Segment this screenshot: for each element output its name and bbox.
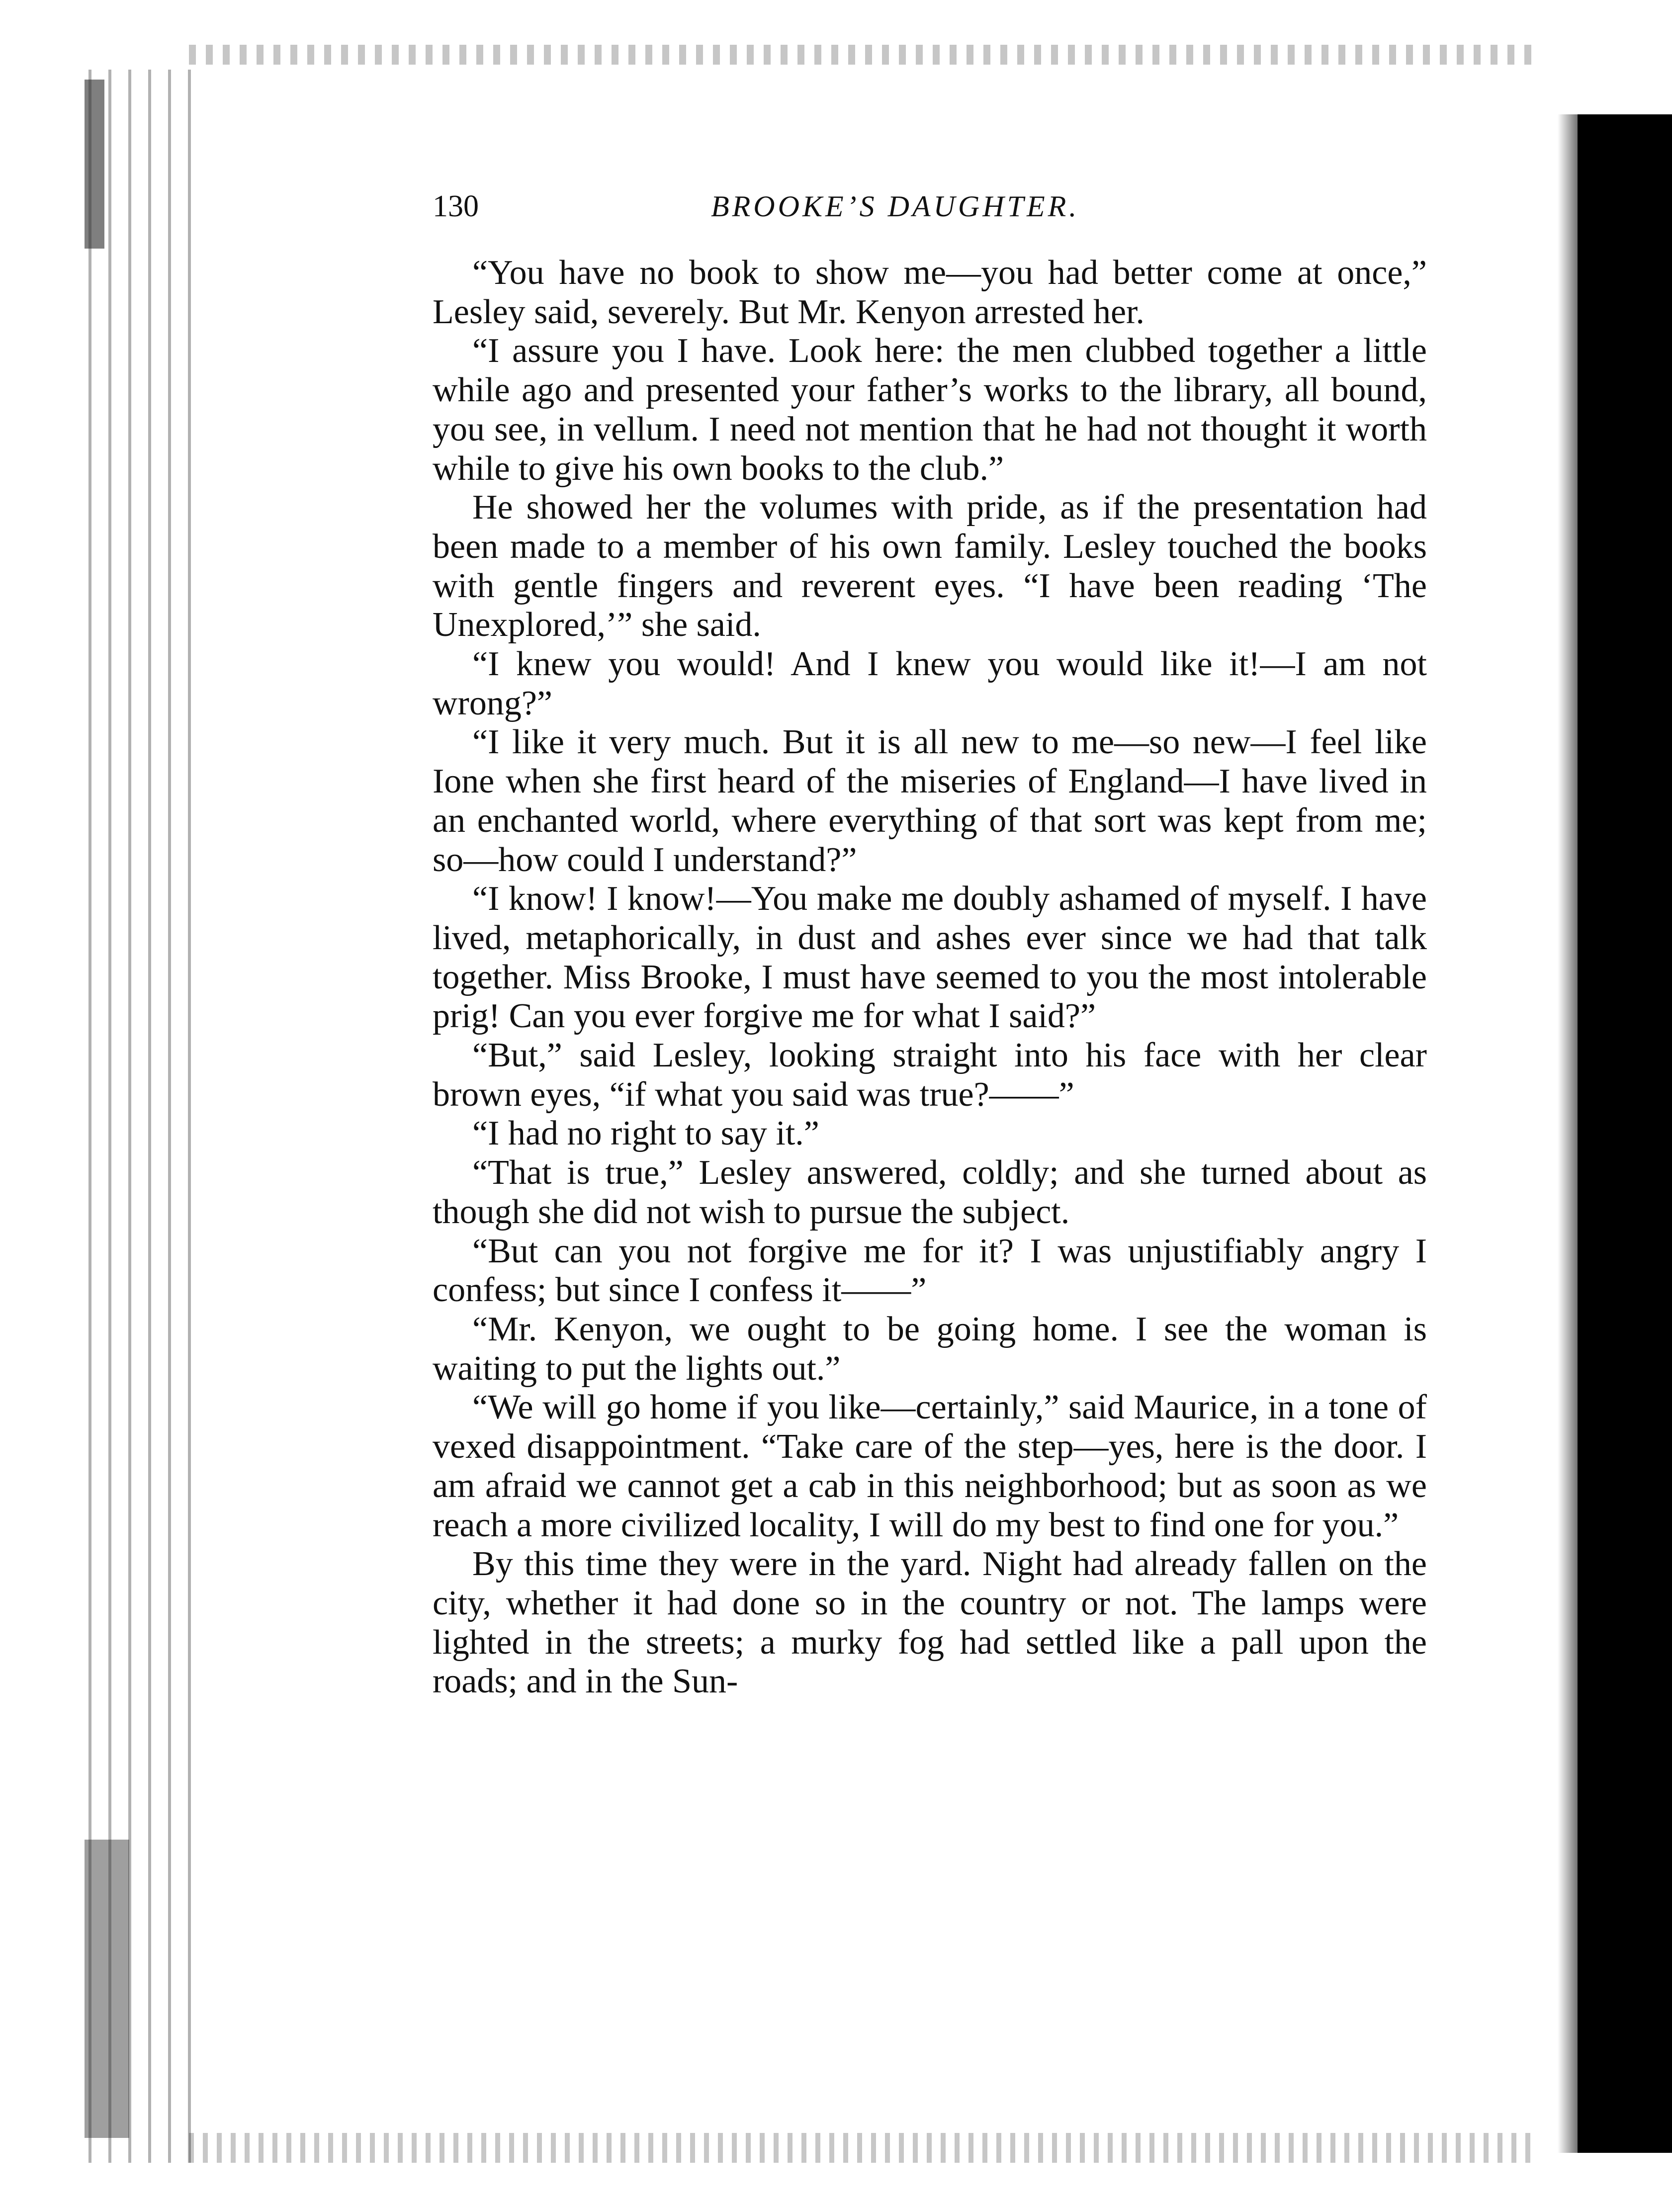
right-page-edge [1578,114,1672,2153]
paragraph: “But,” said Lesley, looking straight into his face with her clear brown eyes, “if what you said was true?——” [433,1036,1427,1114]
paragraph: “I know! I know!—You make me doubly ashamed of myself. I have lived, metaphorically, in dust and ashes ever since we had that talk together. Miss Brooke, I must have seemed to you the most intolerable prig! Can you ever forgive me for what I said?” [433,880,1427,1036]
paragraph: “You have no book to show me—you had better come at once,” Lesley said, severely. But Mr. Kenyon arrested her. [433,254,1427,331]
top-edge-smudge [189,45,1531,65]
bottom-edge-smudge [189,2133,1531,2163]
paragraph: “I knew you would! And I knew you would like it!—I am not wrong?” [433,645,1427,722]
right-edge-fade [1558,114,1578,2153]
paragraph: “I assure you I have. Look here: the men clubbed together a little while ago and presented your father’s works to the library, all bound, you see, in vellum. I need not mention that he had not thought it worth while to give his own books to the club.” [433,332,1427,488]
paragraph: “We will go home if you like—certainly,” said Maurice, in a tone of vexed disappointment. “Take care of the step—yes, here is the door. I am afraid we cannot get a cab in this neighborhood; but as soon as we reach a more civilized locality, I will do my best to find one for you.” [433,1388,1427,1544]
paragraph: “I had no right to say it.” [472,1114,819,1153]
binding-dark-top [85,80,104,249]
paragraph: “I like it very much. But it is all new to me—so new—I feel like Ione when she first heard of the miseries of England—I have lived in an enchanted world, where everything of that sort was kept from me; so—how could I understand?” [433,723,1427,879]
paragraph: He showed her the volumes with pride, as if the presentation had been made to a member of his own family. Lesley touched the books with gentle fingers and reverent eyes. “I have been reading ‘The Unexplored,’” she said. [433,488,1427,644]
binding-dark-bottom [85,1840,129,2138]
paragraph: “But can you not forgive me for it? I was unjustifiably angry I confess; but since I confess it——” [433,1232,1427,1310]
running-head [433,184,1427,229]
paragraph: By this time they were in the yard. Night had already fallen on the city, whether it had done so in the country or not. The lamps were lighted in the streets; a murky fog had settled like a pall upon the roads; and in the Sun- [433,1545,1427,1701]
paragraph: “That is true,” Lesley answered, coldly; and she turned about as though she did not wish to pursue the subject. [433,1153,1427,1231]
page-number: 130 [433,189,479,223]
body-text [433,254,1427,1701]
paragraph: “Mr. Kenyon, we ought to be going home. I see the woman is waiting to put the lights out.” [433,1310,1427,1388]
running-title: BROOKE’S DAUGHTER. [711,190,1080,223]
